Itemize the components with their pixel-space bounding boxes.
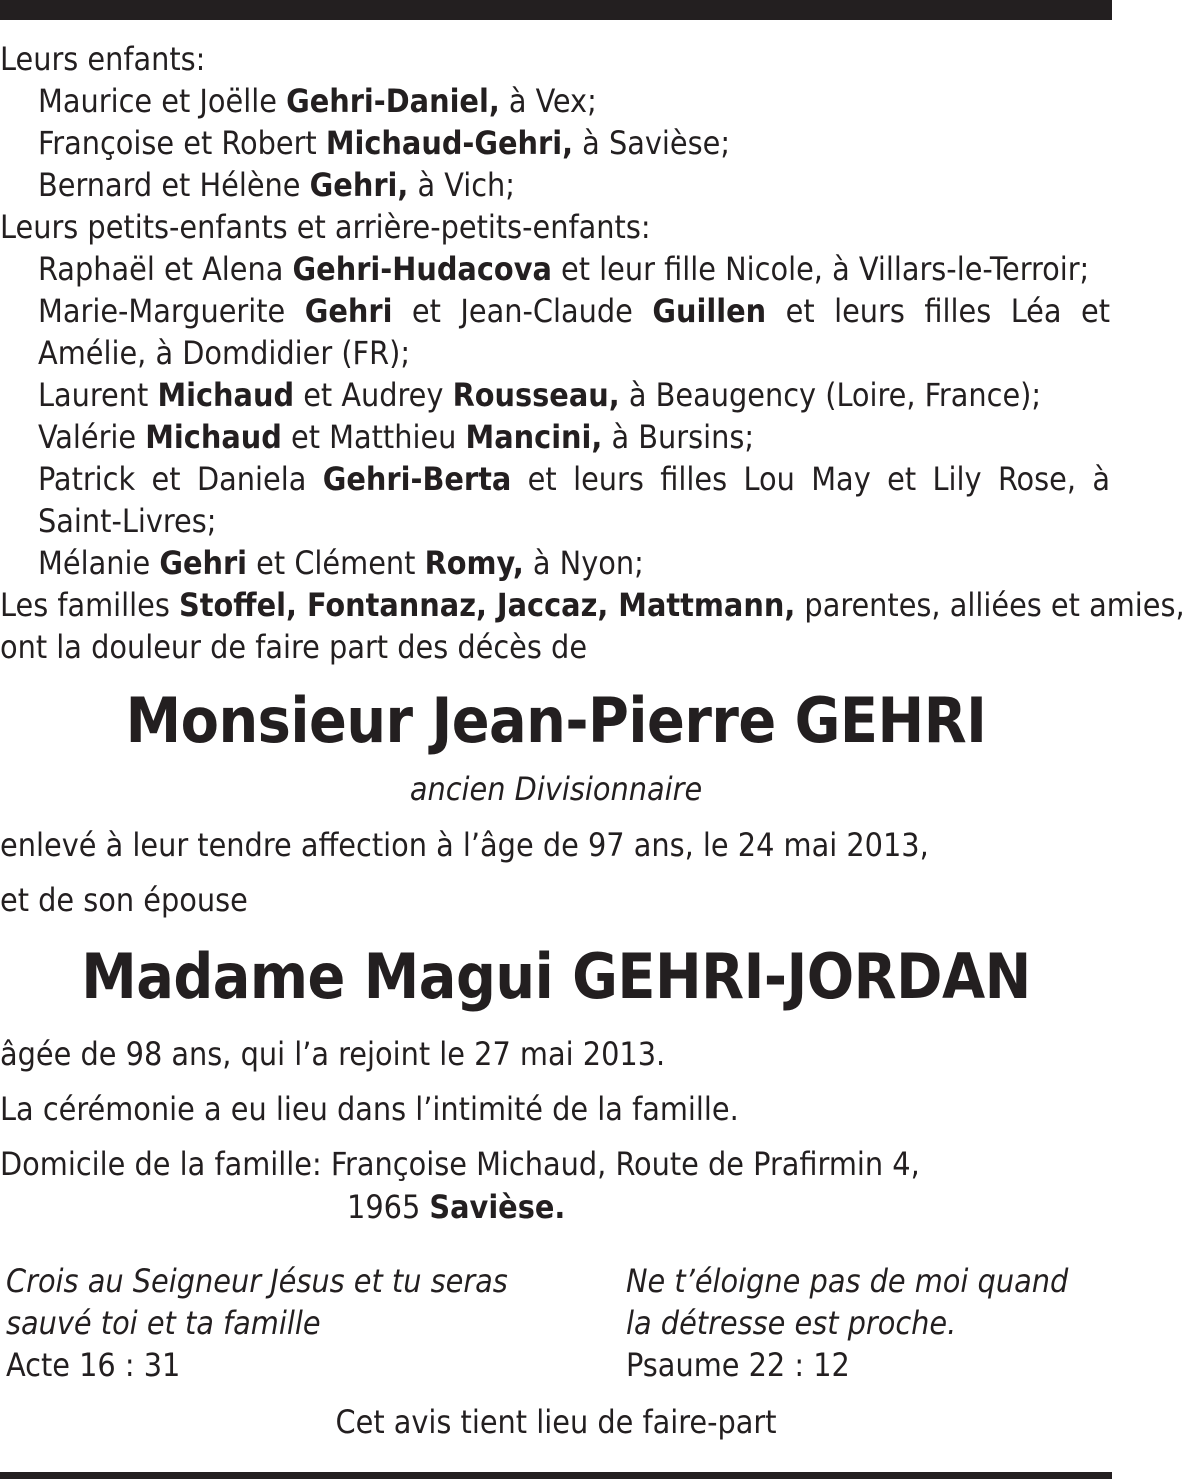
verse-right-reference: Psaume 22 : 12 bbox=[626, 1346, 850, 1384]
grandchild-entry: Patrick et Daniela Gehri-Berta et leurs filles Lou May et Lily Rose, à Saint-Livres; bbox=[38, 460, 1111, 540]
family-name: Michaud bbox=[145, 418, 282, 456]
family-name: Michaud-Gehri, bbox=[325, 124, 574, 162]
grandchild-entry: Marie-Marguerite Gehri et Jean-Claude Guillen et leurs filles Léa et Amélie, à Domdidier (FR); bbox=[38, 292, 1111, 372]
family-name: Mancini, bbox=[465, 418, 603, 456]
grandchildren-label: Leurs petits-enfants et arrière-petits-enfants: bbox=[0, 208, 651, 246]
family-name: Gehri, bbox=[309, 166, 409, 204]
verse-right bbox=[626, 1260, 1068, 1386]
verse-left-line: sauvé toi et ta famille bbox=[6, 1304, 321, 1342]
bottom-border-rule bbox=[0, 1472, 1112, 1479]
family-name: Gehri bbox=[159, 544, 248, 582]
verse-left-line: Crois au Seigneur Jésus et tu seras bbox=[6, 1262, 508, 1300]
child-entry: Françoise et Robert Michaud-Gehri, à Savièse; bbox=[38, 124, 731, 162]
grandchild-entry: Mélanie Gehri et Clément Romy, à Nyon; bbox=[38, 544, 644, 582]
family-name: Gehri bbox=[304, 292, 393, 330]
ceremony-text: La cérémonie a eu lieu dans l’intimité de la famille. bbox=[0, 1090, 739, 1128]
verse-right-line: la détresse est proche. bbox=[626, 1304, 957, 1342]
deceased-name-primary: Monsieur Jean-Pierre GEHRI bbox=[125, 684, 987, 757]
related-families: Les familles Stoffel, Fontannaz, Jaccaz, Mattmann, parentes, alliées et amies, bbox=[0, 586, 1185, 624]
children-label: Leurs enfants: bbox=[0, 40, 206, 78]
grandchild-entry: Valérie Michaud et Matthieu Mancini, à Bursins; bbox=[38, 418, 755, 456]
family-name: Michaud bbox=[157, 376, 295, 414]
verse-right-line: Ne t’éloigne pas de moi quand bbox=[626, 1262, 1069, 1300]
verse-left-reference: Acte 16 : 31 bbox=[6, 1346, 181, 1384]
family-name: Rousseau, bbox=[452, 376, 620, 414]
family-name: Romy, bbox=[424, 544, 524, 582]
deceased-details-secondary: âgée de 98 ans, qui l’a rejoint le 27 mai 2013. bbox=[0, 1035, 666, 1073]
family-names: Stoffel, Fontannaz, Jaccaz, Mattmann, bbox=[179, 586, 796, 624]
child-entry: Maurice et Joëlle Gehri-Daniel, à Vex; bbox=[38, 82, 597, 120]
grandchild-entry: Laurent Michaud et Audrey Rousseau, à Beaugency (Loire, France); bbox=[38, 376, 1042, 414]
domicile-line bbox=[0, 1145, 920, 1183]
domicile-address: Françoise Michaud, Route de Prafirmin 4, bbox=[330, 1145, 920, 1183]
child-entry: Bernard et Hélène Gehri, à Vich; bbox=[38, 166, 515, 204]
domicile-town: Savièse. bbox=[429, 1188, 566, 1226]
footer-note: Cet avis tient lieu de faire-part bbox=[335, 1403, 777, 1441]
grandchild-entry: Raphaël et Alena Gehri-Hudacova et leur fille Nicole, à Villars-le-Terroir; bbox=[38, 250, 1090, 288]
family-name: Gehri-Hudacova bbox=[292, 250, 552, 288]
domicile-town-line: 1965 Savièse. bbox=[347, 1188, 566, 1226]
family-name: Gehri-Daniel, bbox=[286, 82, 500, 120]
family-name: Gehri-Berta bbox=[322, 460, 512, 498]
family-name: Guillen bbox=[652, 292, 767, 330]
announcement-text: ont la douleur de faire part des décès de bbox=[0, 628, 588, 666]
family-listing bbox=[0, 38, 1185, 668]
deceased-title: ancien Divisionnaire bbox=[409, 770, 703, 808]
verse-left bbox=[6, 1260, 508, 1386]
deceased-details-primary: enlevé à leur tendre affection à l’âge de 97 ans, le 24 mai 2013, bbox=[0, 826, 929, 864]
domicile-label: Domicile de la famille: bbox=[0, 1145, 331, 1183]
spouse-intro: et de son épouse bbox=[0, 881, 248, 919]
top-border-rule bbox=[0, 0, 1112, 20]
deceased-name-secondary: Madame Magui GEHRI-JORDAN bbox=[81, 940, 1031, 1013]
